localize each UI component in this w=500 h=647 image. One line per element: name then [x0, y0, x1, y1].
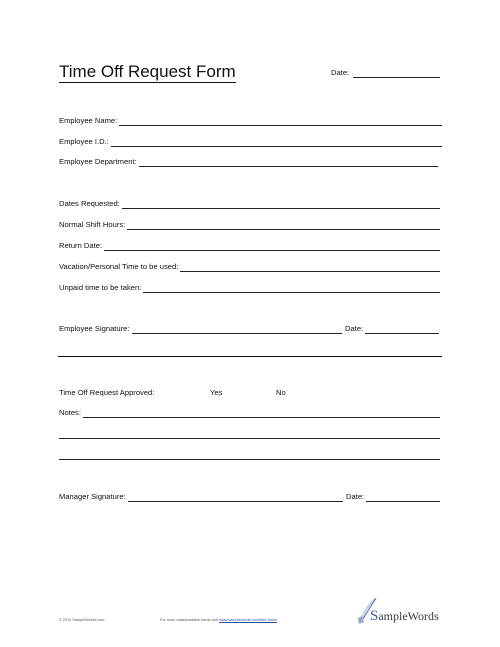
employee-department-input[interactable] — [139, 158, 438, 167]
notes-label: Notes: — [59, 408, 81, 417]
manager-signature-date-input[interactable] — [366, 493, 440, 502]
return-date-label: Return Date: — [59, 241, 103, 250]
logo-wordmark — [370, 608, 439, 625]
employee-name-input[interactable] — [119, 117, 442, 126]
employee-signature-field — [59, 324, 342, 334]
manager-signature-date-field — [346, 492, 440, 502]
samplewords-logo — [352, 596, 444, 628]
manager-signature-date-label: Date: — [346, 492, 365, 501]
employee-name-field — [59, 116, 442, 126]
shift-hours-label: Normal Shift Hours: — [59, 220, 126, 229]
vacation-time-field — [59, 262, 440, 272]
top-date-field — [331, 68, 440, 78]
employee-signature-input[interactable] — [132, 325, 343, 334]
section-divider — [58, 356, 442, 357]
shift-hours-field — [59, 220, 440, 230]
employee-id-label: Employee I.D.: — [59, 137, 109, 146]
notes-input-line-2[interactable] — [59, 438, 440, 439]
vacation-time-label: Vacation/Personal Time to be used: — [59, 262, 179, 271]
notes-input-line-1[interactable] — [83, 409, 440, 418]
footer-copyright: © 2010 SampleWords.com — [59, 618, 105, 622]
form-title: Time Off Request Form — [59, 62, 236, 81]
footer-link[interactable]: www.samplewords.com/free-forms — [219, 618, 278, 622]
logo-initial: S — [370, 608, 379, 624]
employee-signature-date-field — [345, 324, 439, 334]
employee-department-label: Employee Department: — [59, 157, 137, 166]
dates-requested-input[interactable] — [122, 200, 440, 209]
employee-signature-label: Employee Signature: — [59, 324, 130, 333]
approval-no-option[interactable]: No — [276, 388, 286, 397]
logo-rest: ampleWords — [378, 609, 439, 623]
approval-yes-option[interactable]: Yes — [210, 388, 223, 397]
return-date-field — [59, 241, 440, 251]
footer-note — [160, 618, 277, 622]
manager-signature-field — [59, 492, 343, 502]
employee-name-label: Employee Name: — [59, 116, 118, 125]
return-date-input[interactable] — [104, 242, 440, 251]
approval-label: Time Off Request Approved: — [59, 388, 155, 397]
employee-signature-date-input[interactable] — [365, 325, 439, 334]
unpaid-time-field — [59, 283, 440, 293]
dates-requested-label: Dates Requested: — [59, 199, 120, 208]
top-date-label: Date: — [331, 68, 350, 77]
manager-signature-input[interactable] — [128, 493, 343, 502]
manager-signature-label: Manager Signature: — [59, 492, 126, 501]
top-date-input[interactable] — [353, 69, 440, 78]
unpaid-time-input[interactable] — [143, 284, 440, 293]
employee-id-field — [59, 137, 442, 147]
unpaid-time-label: Unpaid time to be taken: — [59, 283, 142, 292]
dates-requested-field — [59, 199, 440, 209]
employee-department-field — [59, 157, 438, 167]
notes-input-line-3[interactable] — [59, 459, 440, 460]
employee-signature-date-label: Date: — [345, 324, 364, 333]
shift-hours-input[interactable] — [127, 221, 440, 230]
footer-note-text: For more downloadable forms visit — [160, 618, 219, 622]
vacation-time-input[interactable] — [180, 263, 440, 272]
employee-id-input[interactable] — [111, 138, 442, 147]
notes-field — [59, 408, 440, 418]
